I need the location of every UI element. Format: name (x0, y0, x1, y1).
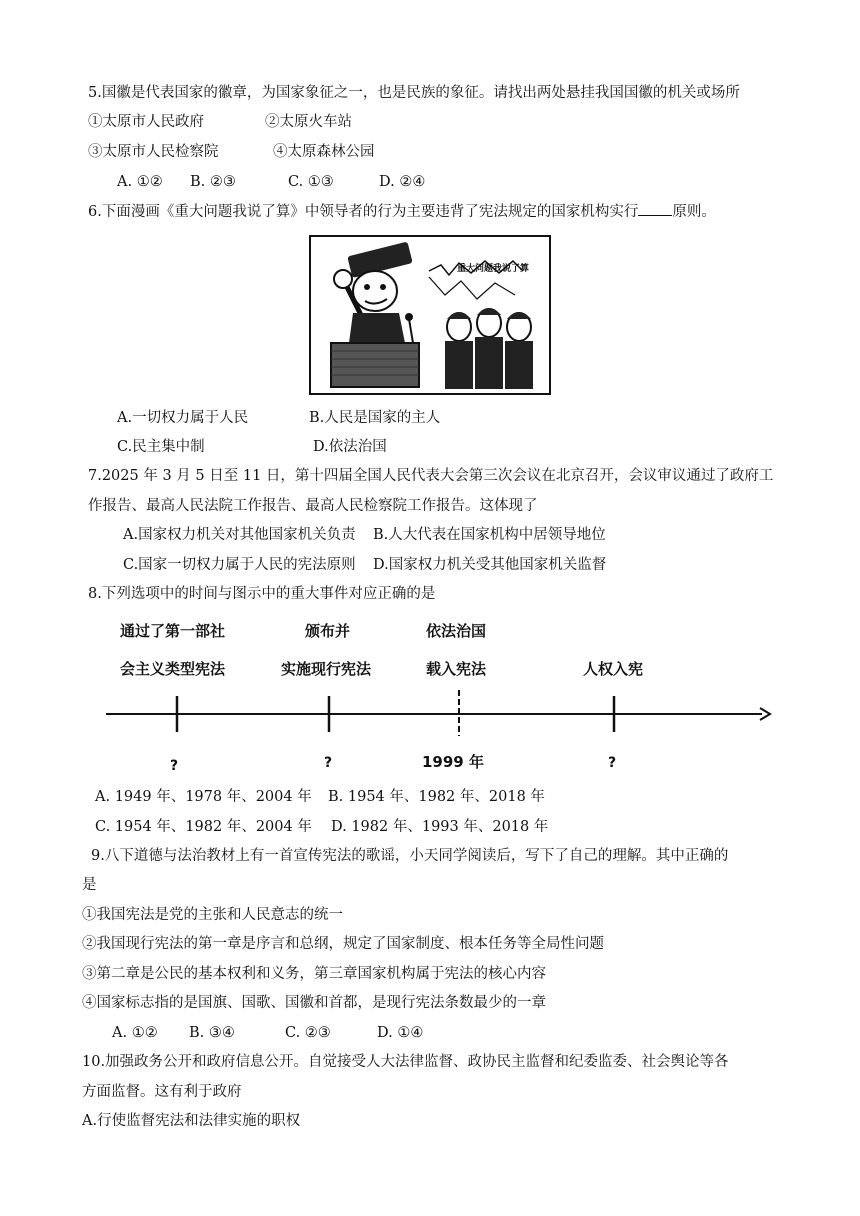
q8-stem: 8.下列选项中的时间与图示中的重大事件对应正确的是 (88, 586, 436, 602)
q5-item-4: ④太原森林公园 (273, 144, 375, 160)
event-3-time: 1999 年 (422, 753, 484, 771)
q9-stem-line1: 9.八下道德与法治教材上有一首宣传宪法的歌谣，小天同学阅读后，写下了自己的理解。其中正确的 (91, 848, 729, 864)
q6-option-b: B.人民是国家的主人 (309, 410, 441, 426)
event-1-line1: 通过了第一部社 (120, 622, 226, 640)
event-2-line2: 实施现行宪法 (281, 660, 372, 678)
q7-option-c: C.国家一切权力属于人民的宪法原则 (123, 557, 356, 573)
q9-option-b: B. ③④ (189, 1025, 235, 1041)
q6-answer-blank (638, 203, 672, 216)
q5-option-a: A. ①② (117, 174, 163, 190)
q7-stem-line1: 7.2025 年 3 月 5 日至 11 日，第十四届全国人民代表大会第三次会议在北京召开，会议审议通过了政府工 (88, 468, 774, 484)
q5-option-b: B. ②③ (190, 174, 236, 190)
q7-stem-line2: 作报告、最高人民法院工作报告、最高人民检察院工作报告。这体现了 (88, 498, 538, 514)
q7-option-d: D.国家权力机关受其他国家机关监督 (373, 557, 607, 573)
cartoon-speech-text: 重大问题我说了算 (457, 264, 530, 274)
q8-option-d: D. 1982 年、1993 年、2018 年 (331, 819, 549, 835)
q10-option-a: A.行使监督宪法和法律实施的职权 (82, 1113, 301, 1129)
q9-option-c: C. ②③ (285, 1025, 331, 1041)
q8-option-a: A. 1949 年、1978 年、2004 年 (95, 789, 312, 805)
event-3-line1: 依法治国 (426, 622, 487, 640)
q5-option-c: C. ①③ (288, 174, 334, 190)
q5-stem: 5.国徽是代表国家的徽章，为国家象征之一，也是民族的象征。请找出两处悬挂我国国徽的机关或场所 (88, 85, 740, 101)
q8-option-c: C. 1954 年、1982 年、2004 年 (95, 819, 312, 835)
q6-stem-after: 原则。 (672, 204, 716, 220)
q5-item-1: ①太原市人民政府 (88, 114, 204, 130)
event-2-time: ? (324, 755, 333, 771)
q7-option-a: A.国家权力机关对其他国家机关负责 (123, 527, 356, 543)
q6-stem-before: 6.下面漫画《重大问题我说了算》中领导者的行为主要违背了宪法规定的国家机构实行 (88, 204, 639, 220)
q9-item-2: ②我国现行宪法的第一章是序言和总纲，规定了国家制度、根本任务等全局性问题 (82, 936, 604, 952)
event-1-time: ? (170, 758, 179, 774)
q10-stem-line1: 10.加强政务公开和政府信息公开。自觉接受人大法律监督、政协民主监督和纪委监委、社会舆论等各 (82, 1054, 729, 1070)
event-2-line1: 颁布并 (305, 622, 351, 640)
q8-option-b: B. 1954 年、1982 年、2018 年 (328, 789, 545, 805)
q5-option-d: D. ②④ (379, 174, 426, 190)
q9-item-4: ④国家标志指的是国旗、国歌、国徽和首都，是现行宪法条数最少的一章 (82, 995, 546, 1011)
q6-cartoon (309, 235, 551, 395)
event-4-line2: 人权入宪 (583, 660, 644, 678)
q9-stem-line2: 是 (82, 877, 97, 893)
q8-timeline (100, 612, 780, 782)
q6-option-d: D.依法治国 (313, 439, 387, 455)
q9-item-3: ③第二章是公民的基本权利和义务，第三章国家机构属于宪法的核心内容 (82, 966, 546, 982)
event-4-time: ? (608, 755, 617, 771)
q10-stem-line2: 方面监督。这有利于政府 (82, 1084, 242, 1100)
q5-item-3: ③太原市人民检察院 (88, 144, 219, 160)
q9-option-d: D. ①④ (377, 1025, 424, 1041)
q6-stem (88, 203, 716, 221)
event-3-line2: 载入宪法 (426, 660, 487, 678)
q9-option-a: A. ①② (112, 1025, 158, 1041)
q9-item-1: ①我国宪法是党的主张和人民意志的统一 (82, 907, 343, 923)
q6-option-a: A.一切权力属于人民 (117, 410, 249, 426)
q7-option-b: B.人大代表在国家机构中居领导地位 (373, 527, 606, 543)
q6-option-c: C.民主集中制 (117, 439, 205, 455)
event-1-line2: 会主义类型宪法 (120, 660, 226, 678)
q5-item-2: ②太原火车站 (265, 114, 352, 130)
